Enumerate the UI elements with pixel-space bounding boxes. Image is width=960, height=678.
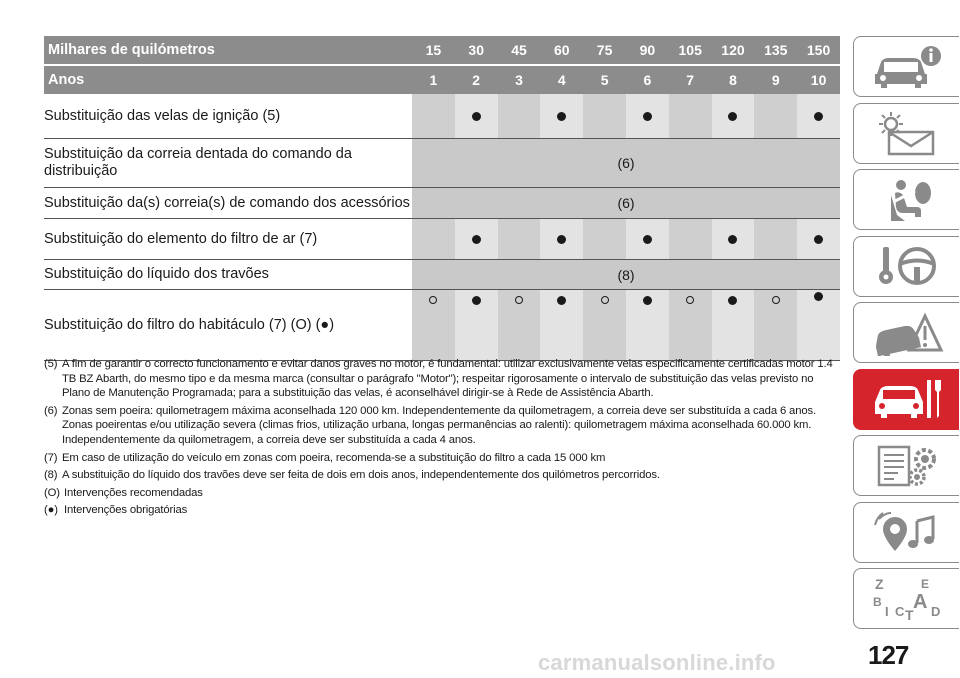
row-label: Substituição da(s) correia(s) de comando dos acessórios	[44, 188, 412, 218]
row-label: Substituição do elemento do filtro de ar (7)	[44, 219, 412, 259]
header-years-label: Anos	[48, 71, 85, 88]
footnote	[44, 468, 834, 483]
header-year-cell: 6	[643, 72, 652, 88]
footnote	[44, 503, 834, 518]
interval-cell	[797, 290, 840, 360]
mandatory-dot-icon	[472, 112, 481, 121]
page-number: 127	[868, 640, 909, 670]
interval-cell	[669, 94, 712, 138]
interval-cell	[583, 290, 626, 360]
interval-cell	[498, 94, 541, 138]
interval-cell	[797, 219, 840, 259]
maintenance-table	[44, 36, 840, 361]
header-year-cell: 5	[600, 72, 609, 88]
seat-airbag-icon	[869, 177, 945, 223]
tab-starting-driving[interactable]	[853, 236, 959, 297]
interval-cell	[669, 219, 712, 259]
header-km-cell: 120	[721, 42, 745, 58]
index-letter: B	[872, 594, 882, 609]
table-row	[44, 290, 840, 361]
footnote	[44, 404, 834, 448]
index-letter: T	[904, 606, 914, 622]
key-steering-wheel-icon	[869, 243, 945, 289]
header-km-cell: 30	[468, 42, 484, 58]
interval-cell	[583, 219, 626, 259]
navigation-music-icon	[869, 509, 945, 555]
interval-cell	[498, 219, 541, 259]
footnote-tag: (8)	[44, 469, 58, 482]
header-year-cell: 3	[515, 72, 523, 88]
interval-cell	[412, 219, 455, 259]
interval-cell	[754, 290, 797, 360]
tab-multimedia[interactable]	[853, 502, 959, 563]
header-year-cell: 7	[686, 72, 695, 88]
header-km-cell: 105	[678, 42, 702, 58]
car-breakdown-warning-icon	[869, 310, 945, 356]
mandatory-dot-icon	[557, 112, 566, 121]
table-row	[44, 219, 840, 260]
index-letter: C	[894, 603, 904, 619]
header-year-cell: 10	[810, 72, 827, 88]
mandatory-dot-icon	[643, 296, 652, 305]
header-year-cell: 8	[729, 72, 737, 88]
footnotes	[44, 357, 834, 521]
footnote-text: A substituição do líquido dos travões deve ser feita de dois em dois anos, independentemente dos quilómetros percorridos.	[62, 469, 660, 482]
header-km-cell: 150	[806, 42, 831, 58]
mandatory-dot-icon	[557, 235, 566, 244]
header-km-cell: 60	[554, 42, 570, 58]
header-km-cell: 75	[596, 42, 613, 58]
interval-cell	[412, 94, 455, 138]
table-row	[44, 260, 840, 290]
tab-dashboard[interactable]	[853, 103, 959, 164]
row-label: Substituição das velas de ignição (5)	[44, 94, 412, 138]
interval-cell	[712, 219, 755, 259]
interval-cell	[712, 290, 755, 360]
recommended-ring-icon	[515, 296, 523, 304]
mandatory-dot-icon	[472, 296, 481, 305]
index-letter: E	[920, 576, 929, 591]
tab-knowing-car[interactable]	[853, 36, 959, 97]
interval-cell	[754, 94, 797, 138]
tab-technical-specs[interactable]	[853, 435, 959, 496]
mandatory-dot-icon	[728, 296, 737, 305]
mandatory-dot-icon	[728, 235, 737, 244]
table-body	[44, 94, 840, 361]
mandatory-dot-icon	[814, 292, 823, 301]
interval-cell	[669, 290, 712, 360]
interval-cell	[498, 290, 541, 360]
merged-note-cell: (8)	[412, 260, 840, 289]
index-letter: Z	[874, 575, 884, 592]
footnote	[44, 451, 834, 466]
footnote-text: A fim de garantir o correcto funcionamento e evitar danos graves no motor, é fundamental: utilizar exclusivamente velas especificamente certificadas motor 1.4 TB BZ Abarth, do mesmo tipo e da mesma marca (consultar o parágrafo "Motor"); respeitar rigorosamente o intervalo de substituição das velas previsto no Plano de Manutenção Programada; para a substituição das velas, é aconselhável dirigir-se à Rede de Assistência Abarth.	[62, 358, 833, 400]
km-cells	[412, 36, 840, 64]
warning-lights-envelope-icon	[869, 110, 945, 156]
footnote-text: Zonas sem poeira: quilometragem máxima aconselhada 120 000 km. Independentemente da quilometragem, a correia deve ser substituída a cada 6 anos. Zonas poeirentas e/ou utilização severa (climas frios, utilização urbana, longas permanências ao ralenti): quilometragem máxima aconselhada 60.000 km. Independentemente da quilometragem, a correia deve ser substituída a cada 4 anos.	[62, 404, 816, 446]
footnote-tag: (7)	[44, 451, 58, 464]
header-year-cell: 2	[472, 72, 481, 88]
interval-cell	[455, 219, 498, 259]
tab-servicing-care[interactable]	[853, 369, 959, 430]
header-km-row	[44, 36, 840, 64]
interval-cell	[455, 290, 498, 360]
recommended-ring-icon	[601, 296, 609, 304]
header-km-cell: 15	[425, 42, 442, 58]
footnote-tag: (O)	[44, 486, 60, 499]
interval-cell	[583, 94, 626, 138]
interval-cell	[754, 219, 797, 259]
section-tabs	[853, 36, 960, 635]
interval-cell	[540, 219, 583, 259]
interval-cell	[540, 290, 583, 360]
recommended-ring-icon	[772, 296, 780, 304]
merged-note-cell: (6)	[412, 139, 840, 187]
mandatory-dot-icon	[728, 112, 737, 121]
header-km-label: Milhares de quilómetros	[48, 41, 215, 58]
header-km-cell: 45	[511, 42, 527, 58]
alphabet-index-icon	[869, 576, 945, 622]
footnote-tag: (●)	[44, 504, 58, 517]
specs-gear-icon	[869, 443, 945, 489]
interval-cell	[455, 94, 498, 138]
header-km-cell: 135	[764, 42, 788, 58]
footnote-tag: (5)	[44, 358, 58, 370]
mandatory-dot-icon	[557, 296, 566, 305]
tab-safety[interactable]	[853, 169, 959, 230]
interval-cell	[626, 219, 669, 259]
mandatory-dot-icon	[643, 235, 652, 244]
index-letter: I	[884, 603, 889, 619]
interval-cell	[626, 94, 669, 138]
footnote-text: Em caso de utilização do veículo em zonas com poeira, recomenda-se a substituição do filtro a cada 15 000 km	[62, 451, 606, 464]
watermark: carmanualsonline.info	[538, 650, 776, 675]
header-km-cell: 90	[639, 42, 656, 58]
header-year-cell: 1	[429, 72, 438, 88]
row-label: Substituição da correia dentada do comando da distribuição	[44, 139, 412, 187]
mandatory-dot-icon	[814, 112, 823, 121]
interval-cell	[540, 94, 583, 138]
row-label: Substituição do filtro do habitáculo (7) (O) (●)	[44, 290, 412, 360]
tab-in-emergency[interactable]	[853, 302, 959, 363]
footnote-text: Intervenções recomendadas	[64, 486, 203, 499]
index-letter: D	[930, 603, 940, 619]
header-year-cell: 9	[771, 72, 780, 88]
recommended-ring-icon	[429, 296, 437, 304]
mandatory-dot-icon	[814, 235, 823, 244]
footnote-text: Intervenções obrigatórias	[64, 504, 188, 517]
car-info-icon	[869, 44, 945, 90]
row-label: Substituição do líquido dos travões	[44, 260, 412, 289]
interval-cell	[626, 290, 669, 360]
interval-cell	[412, 290, 455, 360]
car-wrench-icon	[869, 376, 945, 422]
merged-note-cell: (6)	[412, 188, 840, 218]
mandatory-dot-icon	[472, 235, 481, 244]
interval-cell	[797, 94, 840, 138]
tab-index[interactable]	[853, 568, 959, 629]
year-cells	[412, 66, 840, 94]
footnote	[44, 486, 834, 501]
recommended-ring-icon	[686, 296, 694, 304]
footnote	[44, 357, 834, 401]
index-letter: A	[912, 590, 927, 613]
table-row	[44, 139, 840, 188]
table-row	[44, 94, 840, 139]
interval-cell	[712, 94, 755, 138]
footnote-tag: (6)	[44, 404, 58, 417]
header-year-cell: 4	[557, 72, 566, 88]
mandatory-dot-icon	[643, 112, 652, 121]
header-years-row	[44, 64, 840, 94]
table-row	[44, 188, 840, 219]
